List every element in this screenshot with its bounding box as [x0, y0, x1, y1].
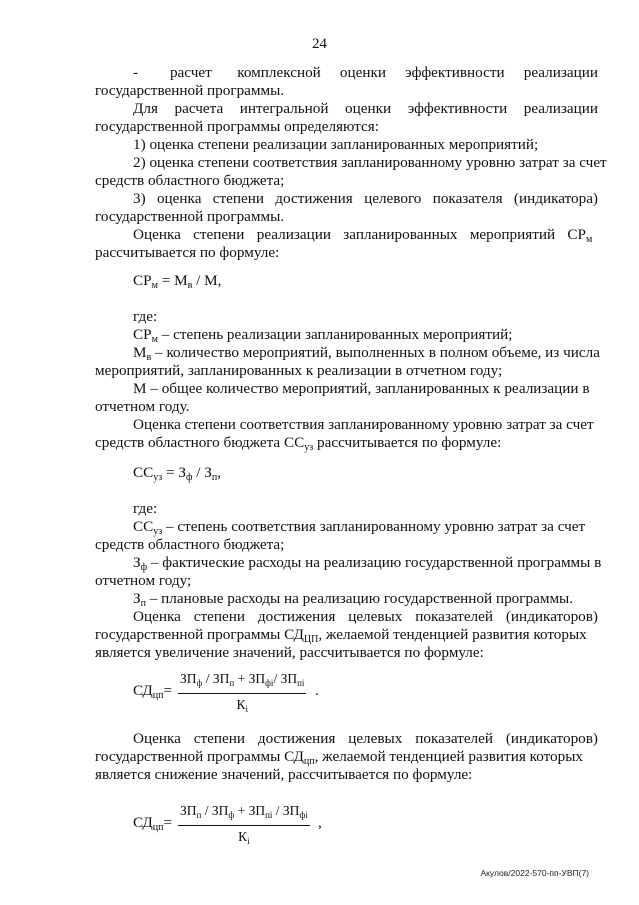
subscript: в — [187, 280, 193, 291]
text-span: , желаемой тенденцией развития которых — [314, 748, 584, 765]
subscript: ЦП — [303, 634, 319, 645]
formula-part: + ЗП — [234, 803, 266, 818]
text-line: 2) оценка степени соответствия запланированному уровню затрат за счет — [133, 154, 607, 171]
formula-part: СД — [133, 682, 153, 699]
text-span: Оценка степени достижения целевых показателей (индикаторов) — [133, 730, 598, 747]
subscript: п — [196, 810, 202, 820]
formula-part: К — [238, 829, 248, 844]
text-line: средств областного бюджета; — [95, 172, 285, 189]
formula-srm — [133, 272, 221, 295]
subscript: цп — [303, 756, 315, 767]
text-line: 1) оценка степени реализации запланированных мероприятий; — [133, 136, 539, 153]
subscript: i — [247, 836, 250, 846]
text-span: М — [133, 344, 147, 361]
text-span: З — [133, 554, 141, 571]
formula-part: / ЗП — [201, 803, 229, 818]
formula-part: = М — [157, 272, 188, 289]
text-line: где: — [133, 308, 158, 325]
subscript: цп — [152, 822, 164, 833]
text-span: СР — [133, 326, 152, 343]
text-span: – степень соответствия запланированному уровню затрат за счет — [162, 518, 586, 535]
formula-part: , — [217, 464, 222, 481]
numerator — [178, 670, 306, 693]
text-line: является снижение значений, рассчитывается по формуле: — [95, 766, 473, 783]
denominator — [236, 694, 248, 718]
formula-tail: , — [318, 814, 322, 831]
fraction — [178, 802, 310, 850]
text-line: отчетном году. — [95, 398, 190, 415]
formula-part: СР — [133, 272, 152, 289]
formula-part: ЗП — [180, 671, 197, 686]
formula-sdcp-increase — [133, 682, 172, 705]
text-span: – степень реализации запланированных мероприятий; — [157, 326, 513, 343]
formula-tail: . — [315, 682, 319, 699]
subscript: уз — [153, 526, 163, 537]
subscript: ф — [228, 810, 235, 820]
formula-part: К — [236, 697, 246, 712]
formula-part: / М, — [192, 272, 222, 289]
formula-sdcp-decrease — [133, 814, 172, 837]
fraction — [178, 670, 306, 718]
text-line: Оценка степени соответствия запланированному уровню затрат за счет — [133, 416, 594, 433]
document-footer-code: Акулов/2022-570-пп-УВП(7) — [480, 868, 589, 878]
text-span: Для расчета интегральной оценки эффективности реализации — [133, 100, 598, 117]
formula-part: СД — [133, 814, 153, 831]
subscript: п — [211, 472, 218, 483]
formula-part: = — [163, 682, 173, 699]
formula-part: / З — [192, 464, 212, 481]
subscript: пi — [265, 810, 273, 820]
text-line — [133, 64, 598, 82]
text-line: мероприятий, запланированных к реализации в отчетном году; — [95, 362, 503, 379]
text-line: является увеличение значений, рассчитывается по формуле: — [95, 644, 484, 661]
page-number: 24 — [312, 36, 327, 52]
text-line: государственной программы. — [95, 82, 285, 99]
subscript: фi — [265, 678, 274, 688]
subscript: м — [151, 280, 158, 291]
subscript: в — [146, 352, 152, 363]
subscript: пi — [297, 678, 305, 688]
formula-part: СС — [133, 464, 154, 481]
formula-part: ЗП — [180, 803, 197, 818]
text-line — [133, 100, 598, 118]
subscript: уз — [304, 442, 314, 453]
formula-part: + ЗП — [234, 671, 266, 686]
text-line — [133, 190, 598, 208]
subscript: фi — [299, 810, 308, 820]
text-span: – фактические расходы на реализацию государственной программы в — [147, 554, 602, 571]
subscript: п — [229, 678, 235, 688]
subscript: м — [586, 234, 593, 245]
formula-part: = — [163, 814, 173, 831]
text-span: СС — [133, 518, 154, 535]
text-span: З — [133, 590, 141, 607]
subscript: ф — [196, 678, 203, 688]
text-line: где: — [133, 500, 158, 517]
text-span: – плановые расходы на реализацию государственной программы. — [145, 590, 574, 607]
text-line — [133, 730, 598, 748]
formula-part: / ЗП — [272, 803, 300, 818]
text-line — [95, 434, 501, 457]
subscript: м — [151, 334, 158, 345]
text-span: Оценка степени достижения целевых показателей (индикаторов) — [133, 608, 598, 625]
text-line — [133, 554, 601, 577]
denominator — [238, 826, 250, 850]
text-span: рассчитывается по формуле: — [313, 434, 502, 451]
formula-ccuz — [133, 464, 221, 487]
subscript: цп — [152, 690, 164, 701]
formula-part: / ЗП — [202, 671, 230, 686]
text-span: – количество мероприятий, выполненных в полном объеме, из числа — [151, 344, 600, 361]
subscript: уз — [153, 472, 163, 483]
text-line — [133, 608, 598, 626]
subscript: ф — [186, 472, 193, 483]
subscript: п — [140, 598, 146, 609]
text-span: государственной программы СД — [95, 626, 304, 643]
text-span: - расчет комплексной оценки эффективности реализации — [133, 64, 598, 81]
formula-part: = З — [162, 464, 186, 481]
text-line: государственной программы определяются: — [95, 118, 379, 135]
subscript: ф — [140, 562, 148, 573]
numerator — [178, 802, 310, 825]
text-line: государственной программы. — [95, 208, 285, 225]
text-span: , желаемой тенденцией развития которых — [318, 626, 587, 643]
text-span: государственной программы СД — [95, 748, 304, 765]
text-line: отчетном году; — [95, 572, 192, 589]
text-span: Оценка степени реализации запланированных мероприятий СР — [133, 226, 586, 243]
text-span: 3) оценка степени достижения целевого показателя (индикатора) — [133, 190, 598, 207]
text-span: средств областного бюджета СС — [95, 434, 305, 451]
subscript: i — [245, 704, 248, 714]
formula-part: / ЗП — [273, 671, 298, 686]
text-line: М – общее количество мероприятий, запланированных к реализации в — [133, 380, 590, 397]
text-line: средств областного бюджета; — [95, 536, 285, 553]
text-line: рассчитывается по формуле: — [95, 244, 280, 261]
